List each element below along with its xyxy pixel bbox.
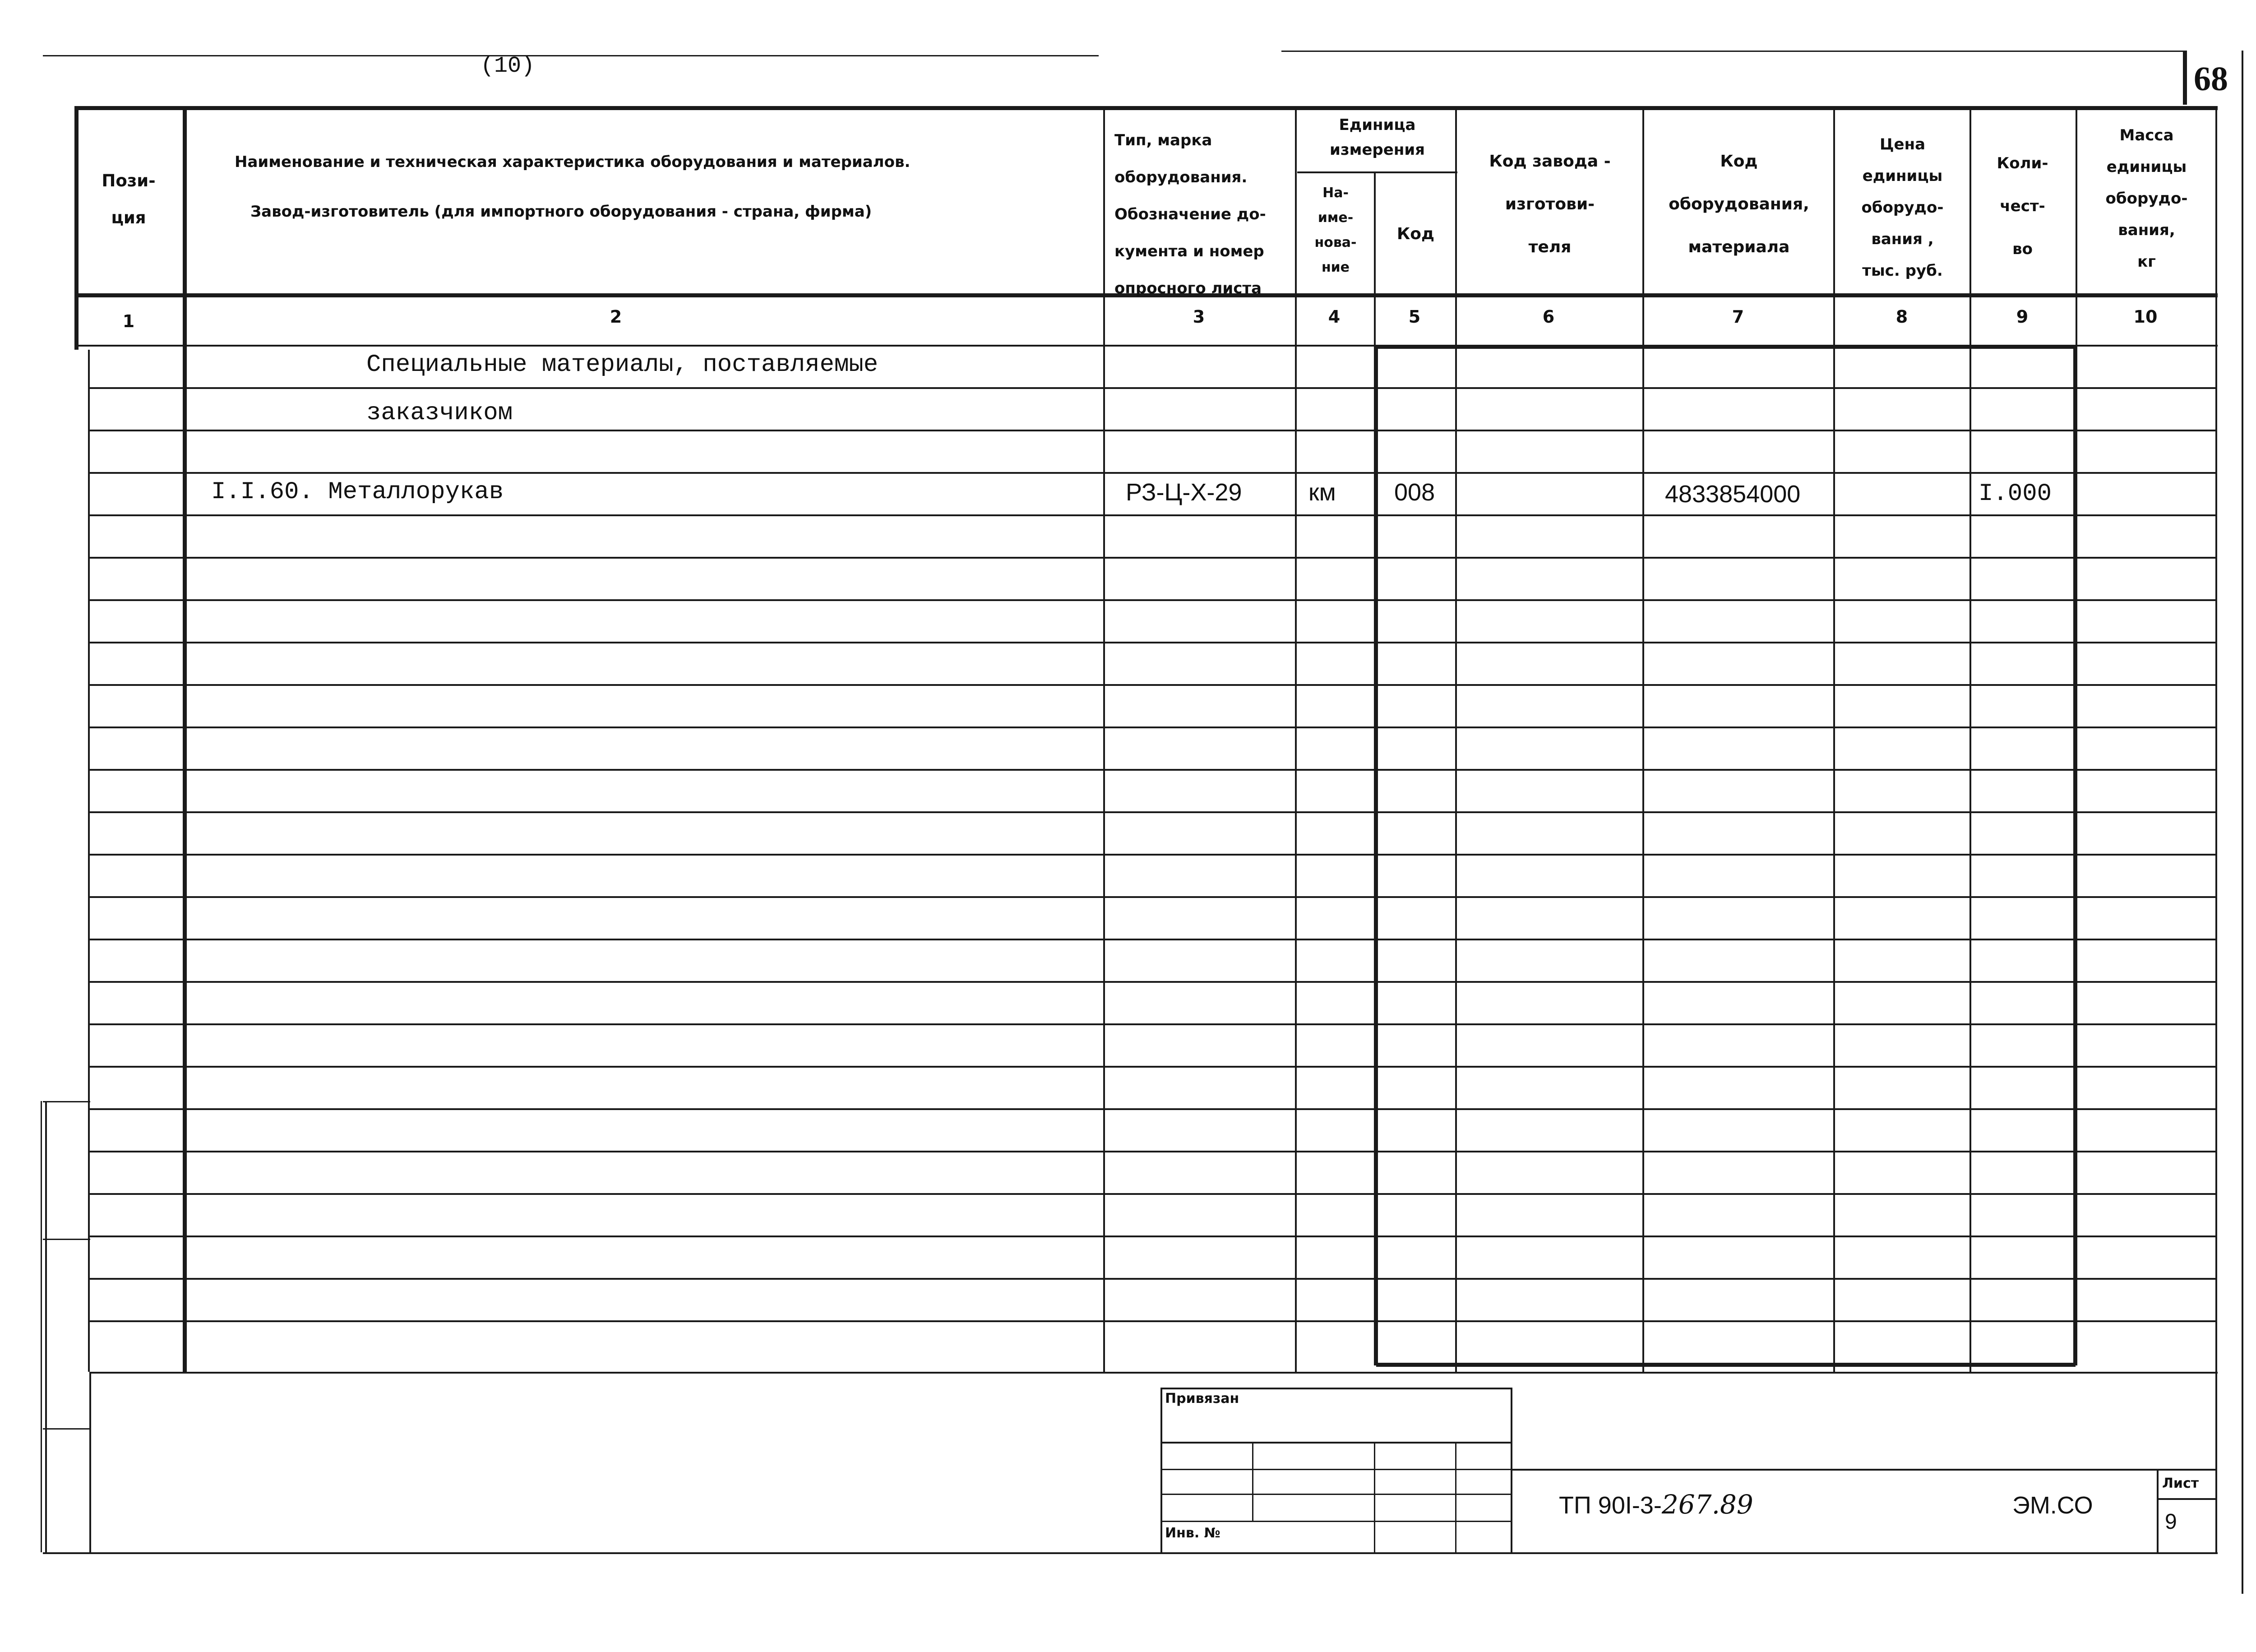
- sheet-number: 9: [2165, 1510, 2177, 1534]
- table-row-rule: [88, 939, 2215, 940]
- table-row-rule: [88, 514, 2215, 516]
- header-type: Тип, марка оборудования. Обозначение до- кумента и номер опросного листа: [1114, 131, 1266, 297]
- row-unit-code: 008: [1394, 479, 1435, 506]
- table-row-rule: [88, 557, 2215, 559]
- header-price: Цена единицы оборудо- вания , тыс. руб.: [1861, 135, 1944, 280]
- column-number: 2: [610, 307, 622, 327]
- page-label: (10): [481, 53, 535, 79]
- document-code-prefix: ТП 90I-3-: [1559, 1492, 1662, 1519]
- header-name-line1: Наименование и техническая характеристика оборудования и материалов.: [235, 153, 911, 171]
- table-row-rule: [88, 599, 2215, 601]
- table-row-rule: [88, 1023, 2215, 1025]
- header-position: Пози- ция: [102, 171, 156, 227]
- header-equipment-code: Код оборудования, материала: [1669, 152, 1809, 256]
- table-row-rule: [88, 1151, 2215, 1152]
- table-row-rule: [88, 684, 2215, 686]
- sheet-label: Лист: [2162, 1476, 2199, 1491]
- attached-label: Привязан: [1165, 1391, 1239, 1407]
- table-row-rule: [88, 472, 2215, 474]
- inventory-label: Инв. №: [1165, 1525, 1220, 1541]
- header-plant-code: Код завода - изготови- теля: [1489, 152, 1611, 256]
- table-row-rule: [88, 430, 2215, 431]
- table-row-rule: [88, 387, 2215, 389]
- table-row-rule: [88, 642, 2215, 643]
- table-row-rule: [88, 1066, 2215, 1068]
- section-code: ЭМ.СО: [2012, 1492, 2093, 1519]
- column-number: 4: [1328, 307, 1341, 327]
- table-row-rule: [88, 811, 2215, 813]
- column-number: 6: [1542, 307, 1555, 327]
- page-number: 68: [2194, 60, 2228, 98]
- document-code: [1559, 1489, 1753, 1520]
- header-unit-code: Код: [1396, 225, 1435, 243]
- table-row-rule: [88, 769, 2215, 771]
- table-row-rule: [88, 981, 2215, 983]
- column-number: 8: [1895, 307, 1908, 327]
- column-number: 5: [1408, 307, 1421, 327]
- row-type: РЗ-Ц-Х-29: [1126, 479, 1242, 506]
- table-row-rule: [88, 1320, 2215, 1322]
- column-number: 1: [122, 311, 135, 331]
- table-row-rule: [88, 896, 2215, 898]
- row-name: заказчиком: [366, 399, 513, 427]
- row-quantity: I.000: [1979, 480, 2052, 508]
- row-unit-name: км: [1308, 479, 1336, 506]
- column-number: 9: [2016, 307, 2029, 327]
- document-code-handwritten: 267.89: [1661, 1489, 1753, 1520]
- header-unit-group: Единица измерения: [1330, 116, 1425, 159]
- table-row-rule: [88, 1193, 2215, 1195]
- table-row-rule: [88, 1108, 2215, 1110]
- table-row-rule: [88, 1278, 2215, 1280]
- header-quantity: Коли- чест- во: [1997, 154, 2048, 258]
- table-row-rule: [88, 727, 2215, 728]
- table-row-rule: [88, 1236, 2215, 1237]
- header-name-line2: Завод-изготовитель (для импортного оборудования - страна, фирма): [250, 203, 872, 221]
- column-number: 10: [2133, 307, 2158, 327]
- column-number: 7: [1732, 307, 1744, 327]
- column-number: 3: [1193, 307, 1205, 327]
- row-name: I.I.60. Металлорукав: [211, 478, 504, 506]
- header-unit-name: На- име- нова- ние: [1314, 185, 1357, 275]
- header-mass: Масса единицы оборудо- вания, кг: [2105, 126, 2188, 271]
- row-name: Специальные материалы, поставляемые: [366, 351, 878, 379]
- row-equipment-code: 4833854000: [1665, 481, 1801, 508]
- table-row-rule: [88, 854, 2215, 856]
